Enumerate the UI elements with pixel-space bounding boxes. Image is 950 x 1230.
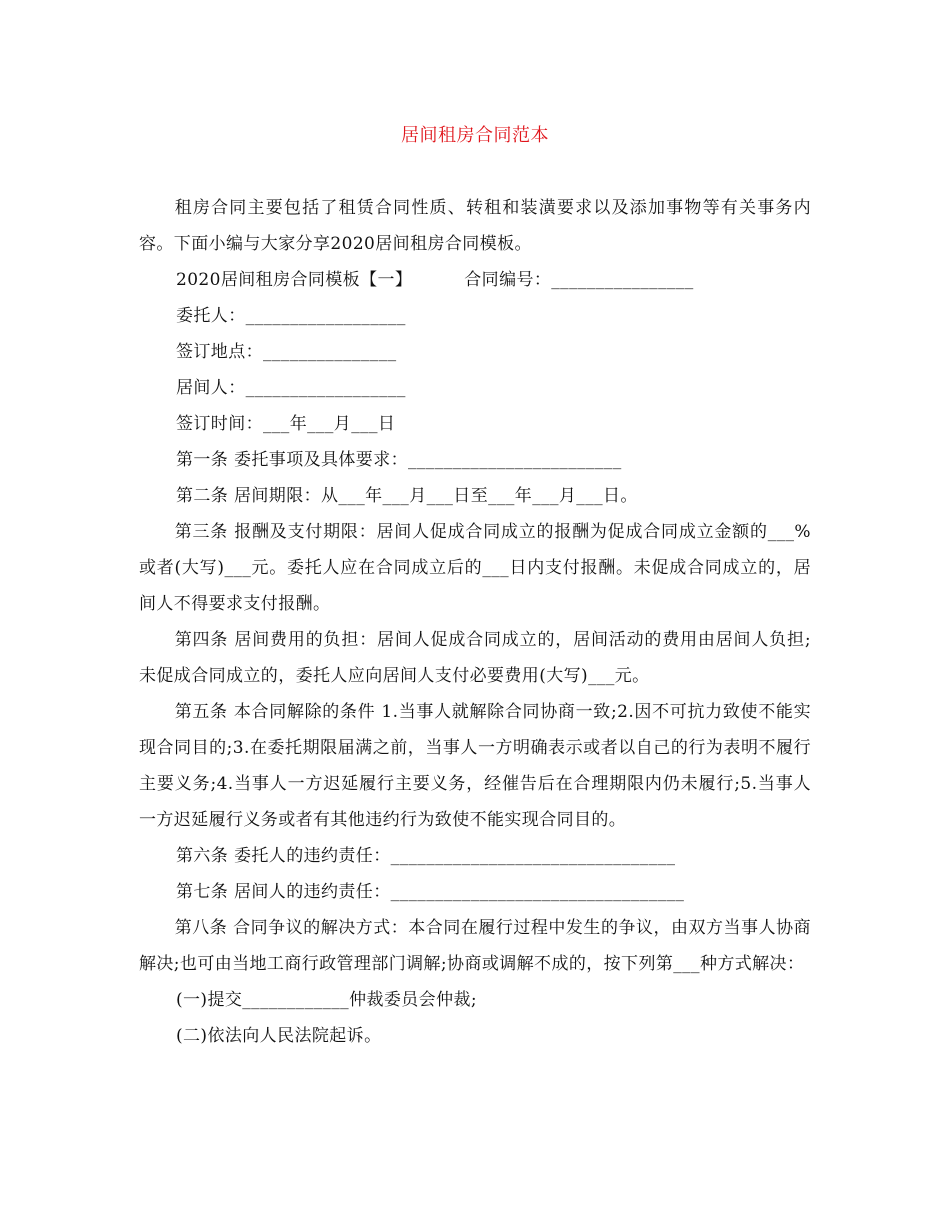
- dispute-option-1: (一)提交____________仲裁委员会仲裁;: [176, 990, 477, 1010]
- template-heading-row: [139, 262, 811, 298]
- intro-paragraph: 租房合同主要包括了租赁合同性质、转租和装潢要求以及添加事物等有关事务内容。下面小编与大家分享2020居间租房合同模板。: [139, 198, 811, 254]
- contract-number-field: 合同编号：________________: [464, 270, 694, 290]
- document-title: 居间租房合同范本: [401, 125, 549, 146]
- article-3: 第三条 报酬及支付期限：居间人促成合同成立的报酬为促成合同成立金额的___%或者(大写)___元。委托人应在合同成立后的___日内支付报酬。未促成合同成立的，居间人不得要求支付报酬。: [139, 522, 811, 614]
- dispute-option-2: (二)依法向人民法院起诉。: [176, 1026, 382, 1046]
- document-body: [139, 190, 811, 1054]
- signing-place-field: 签订地点：_______________: [176, 342, 397, 362]
- template-heading: 2020居间租房合同模板【一】: [176, 270, 413, 290]
- principal-field: 委托人：__________________: [176, 306, 406, 326]
- signing-time-field: 签订时间：___年___月___日: [176, 414, 396, 434]
- article-5: 第五条 本合同解除的条件 1.当事人就解除合同协商一致;2.因不可抗力致使不能实现合同目的;3.在委托期限届满之前，当事人一方明确表示或者以自己的行为表明不履行主要义务;4.当事人一方迟延履行主要义务，经催告后在合理期限内仍未履行;5.当事人一方迟延履行义务或者有其他违约行为致使不能实现合同目的。: [139, 702, 811, 830]
- article-4: 第四条 居间费用的负担：居间人促成合同成立的，居间活动的费用由居间人负担;未促成合同成立的，委托人应向居间人支付必要费用(大写)___元。: [139, 630, 811, 686]
- article-1: 第一条 委托事项及具体要求：________________________: [176, 450, 622, 470]
- article-2: 第二条 居间期限：从___年___月___日至___年___月___日。: [176, 486, 638, 506]
- article-8: 第八条 合同争议的解决方式：本合同在履行过程中发生的争议，由双方当事人协商解决;也可由当地工商行政管理部门调解;协商或调解不成的，按下列第___种方式解决：: [139, 918, 811, 974]
- article-6: 第六条 委托人的违约责任：________________________________: [176, 846, 676, 866]
- broker-field: 居间人：__________________: [176, 378, 406, 398]
- article-7: 第七条 居间人的违约责任：_________________________________: [176, 882, 685, 902]
